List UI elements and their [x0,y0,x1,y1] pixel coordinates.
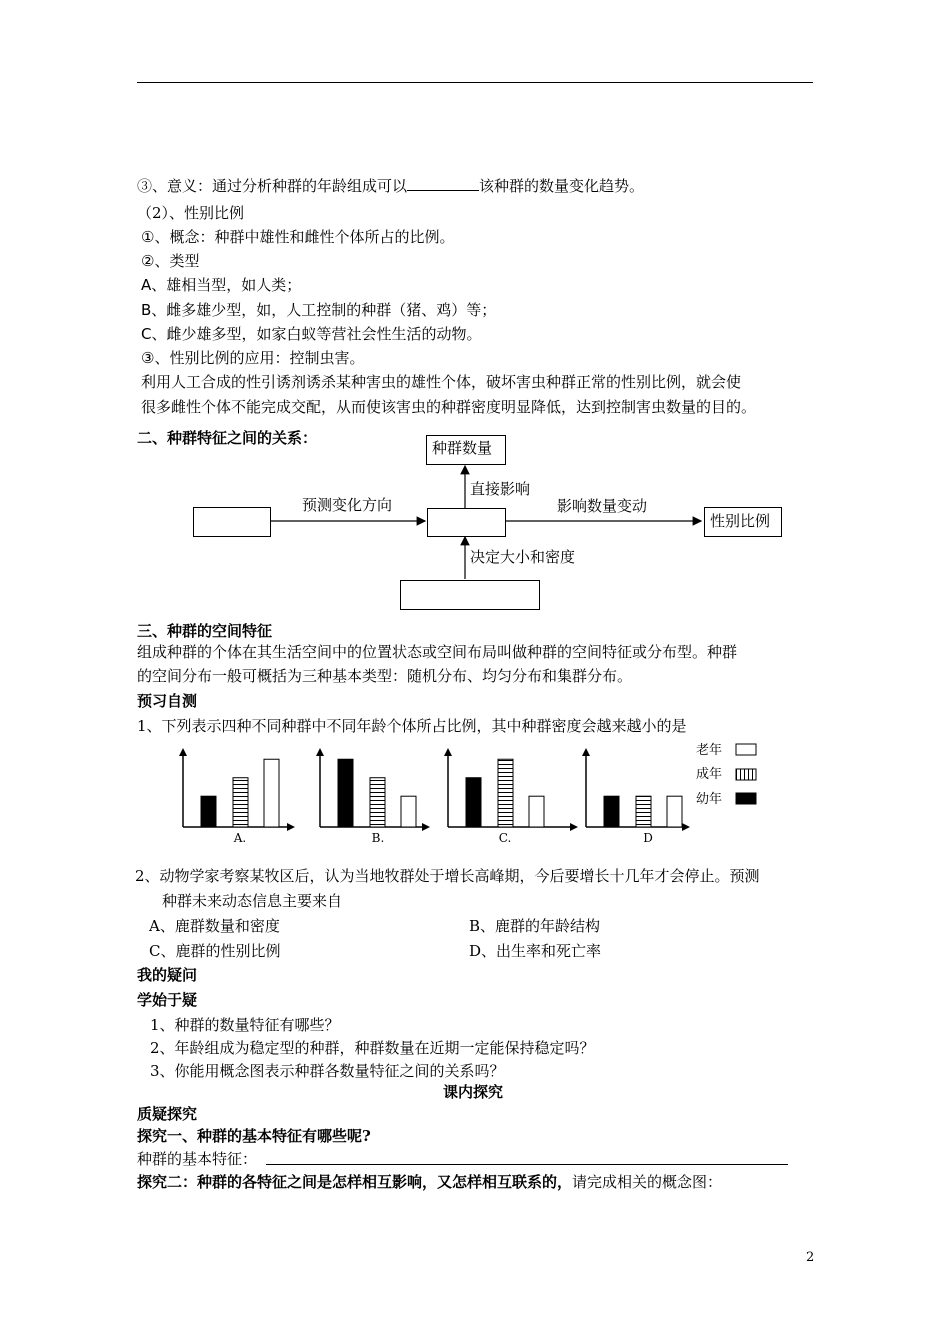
chart-label: D [643,831,653,845]
concept-line: ①、概念：种群中雄性和雌性个体所占的比例。 [141,228,455,246]
doubt-1: 1、种群的数量特征有哪些？ [150,1016,340,1034]
types-heading: ②、类型 [141,252,200,270]
legend-adult-swatch [736,769,756,780]
bar-adult [370,778,385,827]
bar-young [338,759,353,827]
y-axis-arrow [444,748,452,756]
answer-line[interactable] [266,1164,788,1165]
page-number: 2 [806,1250,815,1265]
x-axis-arrow [422,823,430,831]
bar-adult [498,759,513,827]
x-axis-arrow [682,823,690,831]
basic-features-label: 种群的基本特征： [137,1150,258,1168]
label-decide-size: 决定大小和密度 [470,548,576,566]
legend-young-label: 幼年 [696,792,723,807]
chart-label: B. [371,831,385,845]
legend-adult-label: 成年 [696,767,723,782]
legend-old-label: 老年 [696,743,723,758]
bar-old [529,796,544,827]
option-c[interactable]: C、鹿群的性别比例 [149,942,281,960]
label-affect-change: 影响数量变动 [557,497,648,515]
chart-label: A. [233,831,247,845]
x-axis-arrow [570,823,578,831]
y-axis-arrow [582,748,590,756]
box-sex-ratio-label: 性别比例 [710,512,771,530]
label-predict-direction: 预测变化方向 [302,496,393,514]
explain-line-1: 利用人工合成的性引诱剂诱杀某种害虫的雄性个体，破坏害虫种群正常的性别比例，就会使 [141,373,742,391]
box-population-size-label: 种群数量 [432,439,493,457]
option-b[interactable]: B、鹿群的年龄结构 [469,917,601,935]
significance-line: ③、意义：通过分析种群的年龄组成可以 该种群的数量变化趋势。 [137,177,645,195]
section3-para-1: 组成种群的个体在其生活空间中的位置状态或空间布局叫做种群的空间特征或分布型。种群 [137,643,738,661]
legend-old-swatch [736,744,756,755]
bar-adult [636,796,651,827]
y-axis-arrow [179,748,187,756]
type-a: A、雄相当型，如人类； [141,276,302,294]
bar-old [264,759,279,827]
inquiry-question-2: 探究二：种群的各特征之间是怎样相互影响，又怎样相互联系的，请完成相关的概念图： [137,1173,723,1191]
legend-young-swatch [736,793,756,804]
y-axis-arrow [316,748,324,756]
explain-line-2: 很多雌性个体不能完成交配，从而使该害虫的种群密度明显降低，达到控制害虫数量的目的。 [141,398,757,416]
application-line: ③、性别比例的应用：控制虫害。 [141,349,365,367]
bar-young [466,778,481,827]
bar-old [667,796,682,827]
section3-heading: 三、种群的空间特征 [137,622,273,640]
section3-para-2: 的空间分布一般可概括为三种基本类型：随机分布、均匀分布和集群分布。 [137,667,633,685]
option-a[interactable]: A、鹿群数量和密度 [149,917,280,935]
doubt-2: 2、年龄组成为稳定型的种群，种群数量在近期一定能保持稳定吗？ [150,1039,595,1057]
inquiry-question-1: 探究一、种群的基本特征有哪些呢? [137,1127,371,1145]
inquiry-heading: 质疑探究 [137,1105,198,1123]
bar-old [401,796,416,827]
type-c: C、雌少雄多型，如家白蚁等营社会性生活的动物。 [141,325,482,343]
chart-label: C. [498,831,512,845]
label-direct-influence: 直接影响 [470,480,531,498]
preview-heading: 预习自测 [137,692,198,710]
bar-adult [233,778,248,827]
doubts-heading: 我的疑问 [137,966,198,984]
inquiry-center-heading: 课内探究 [443,1083,504,1101]
question-2-line-1: 2、动物学家考察某牧区后，认为当地牧群处于增长高峰期，今后要增长十几年才会停止。预测 [135,867,760,885]
bar-young [201,796,216,827]
question-2-line-2: 种群未来动态信息主要来自 [162,892,343,910]
section2-heading: 二、种群特征之间的关系： [137,429,318,447]
bar-young [604,796,619,827]
sex-ratio-heading: （2）、性别比例 [137,204,245,222]
question-1: 1、下列表示四种不同种群中不同年龄个体所占比例，其中种群密度会越来越小的是 [137,717,687,735]
doubts-subheading: 学始于疑 [137,991,198,1009]
type-b: B、雌多雄少型，如，人工控制的种群（猪、鸡）等； [141,301,497,319]
x-axis-arrow [287,823,295,831]
option-d[interactable]: D、出生率和死亡率 [469,942,602,960]
doubt-3: 3、你能用概念图表示种群各数量特征之间的关系吗？ [150,1062,505,1080]
